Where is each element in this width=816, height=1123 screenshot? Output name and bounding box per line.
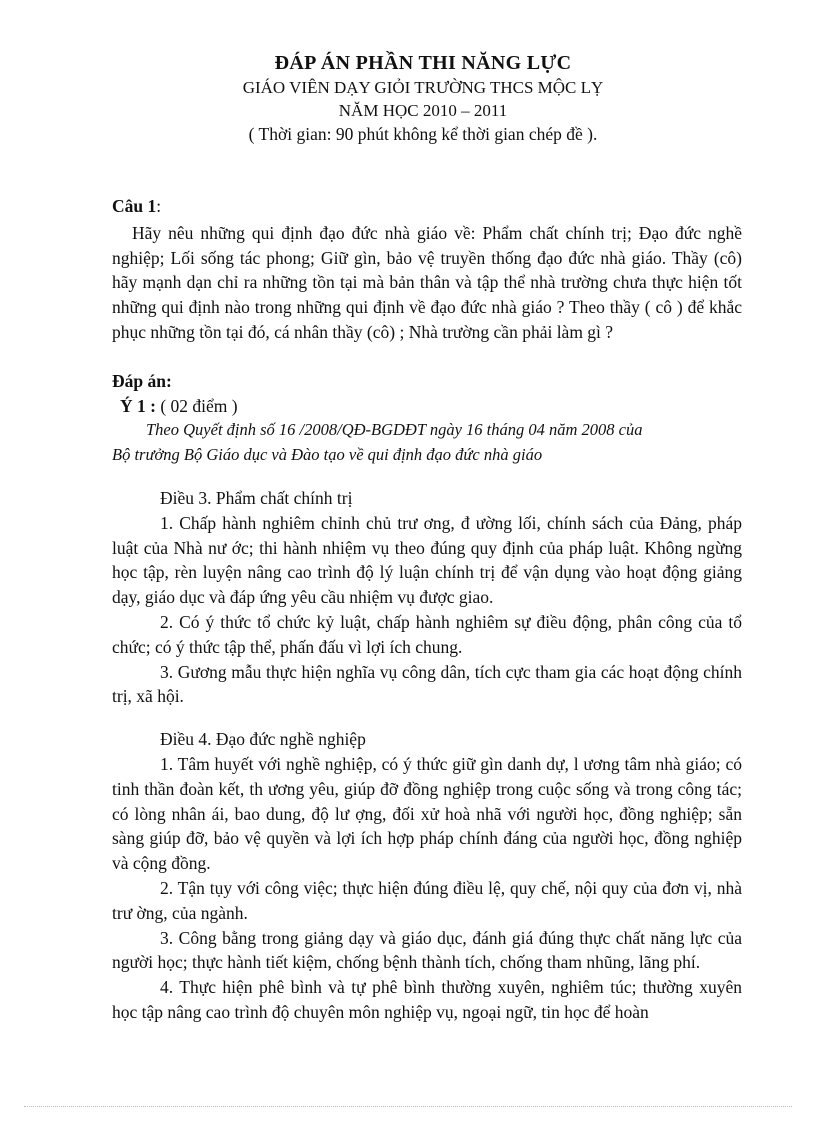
reference-line-2: Bộ trưởng Bộ Giáo dục và Đào tạo về qui định đạo đức nhà giáo (112, 445, 543, 465)
document-title: ĐÁP ÁN PHẦN THI NĂNG LỰC (274, 52, 572, 74)
question-text: Hãy nêu những qui định đạo đức nhà giáo về: Phẩm chất chính trị; Đạo đức nghề nghiệp; Lối sống tác phong; Giữ gìn, bảo vệ truyền thống đạo đức nhà giáo. Thầy (cô) hãy mạnh dạn chỉ ra những tồn tại mà bản thân và tập thể nhà trường chưa thực hiện tốt những qui định nào trong những qui định về đạo đức nhà giáo ? Theo thầy ( cô ) để khắc phục những tồn tại đó, cá nhân thầy (cô) ; Nhà trường cần phải làm gì ? (112, 222, 742, 342)
question-heading (112, 194, 742, 219)
document-subtitle: GIÁO VIÊN DẠY GIỎI TRƯỜNG THCS MỘC LỴ (242, 78, 604, 97)
article-4-paragraph-3: 3. Công bằng trong giảng dạy và giáo dục, đánh giá đúng thực chất năng lực của người học; thực hành tiết kiệm, chống bệnh thành tích, chống tham nhũng, lãng phí. (112, 927, 742, 973)
answer-label: Đáp án: (112, 370, 172, 391)
article-3-paragraph-1: 1. Chấp hành nghiêm chỉnh chủ trư ơng, đ ường lối, chính sách của Đảng, pháp luật của Nhà nư ớc; thi hành nhiệm vụ theo đúng quy định của pháp luật. Không ngừng học tập, rèn luyện nâng cao trình độ lý luận chính trị để vận dụng vào hoạt động giảng dạy, giáo dục và đáp ứng yêu cầu nhiệm vụ được giao. (112, 512, 742, 608)
page-bottom-divider (24, 1106, 792, 1107)
question-label-suffix: : (156, 196, 162, 216)
article-4-heading: Điều 4. Đạo đức nghề nghiệp (160, 729, 366, 750)
article-3-heading: Điều 3. Phẩm chất chính trị (160, 487, 353, 508)
document-header (0, 50, 816, 146)
answer-part-label: Ý 1 : (120, 395, 156, 416)
document-body (112, 194, 742, 1025)
article-4-paragraph-2: 2. Tận tụy với công việc; thực hiện đúng điều lệ, quy chế, nội quy của đơn vị, nhà trư ờng, của ngành. (112, 877, 742, 923)
reference-line-1: Theo Quyết định số 16 /2008/QĐ-BGDĐT ngày 16 tháng 04 năm 2008 của (146, 420, 643, 440)
time-note: ( Thời gian: 90 phút không kể thời gian chép đề ). (248, 124, 598, 144)
article-4-paragraph-4: 4. Thực hiện phê bình và tự phê bình thường xuyên, nghiêm túc; thường xuyên học tập nâng cao trình độ chuyên môn nghiệp vụ, ngoại ngữ, tin học để hoàn (112, 977, 742, 1022)
article-3-paragraph-2: 2. Có ý thức tổ chức kỷ luật, chấp hành nghiêm sự điều động, phân công của tổ chức; có ý thức tập thể, phấn đấu vì lợi ích chung. (112, 611, 742, 657)
answer-part-points: ( 02 điểm ) (155, 395, 238, 416)
article-4-paragraph-1: 1. Tâm huyết với nghề nghiệp, có ý thức giữ gìn danh dự, l ương tâm nhà giáo; có tinh thần đoàn kết, th ương yêu, giúp đỡ đồng nghiệp trong cuộc sống và trong công tác; có lòng nhân ái, bao dung, độ lư ợng, đối xử hoà nhã với người học, đồng nghiệp; sẵn sàng giúp đỡ, bảo vệ quyền và lợi ích hợp pháp chính đáng của người học, đồng nghiệp và cộng đồng. (112, 753, 742, 874)
question-label: Câu 1 (112, 196, 157, 216)
article-3-paragraph-3: 3. Gương mẫu thực hiện nghĩa vụ công dân, tích cực tham gia các hoạt động chính trị, xã hội. (112, 661, 742, 707)
school-year: NĂM HỌC 2010 – 2011 (338, 101, 508, 120)
answer-part-heading (120, 394, 742, 419)
